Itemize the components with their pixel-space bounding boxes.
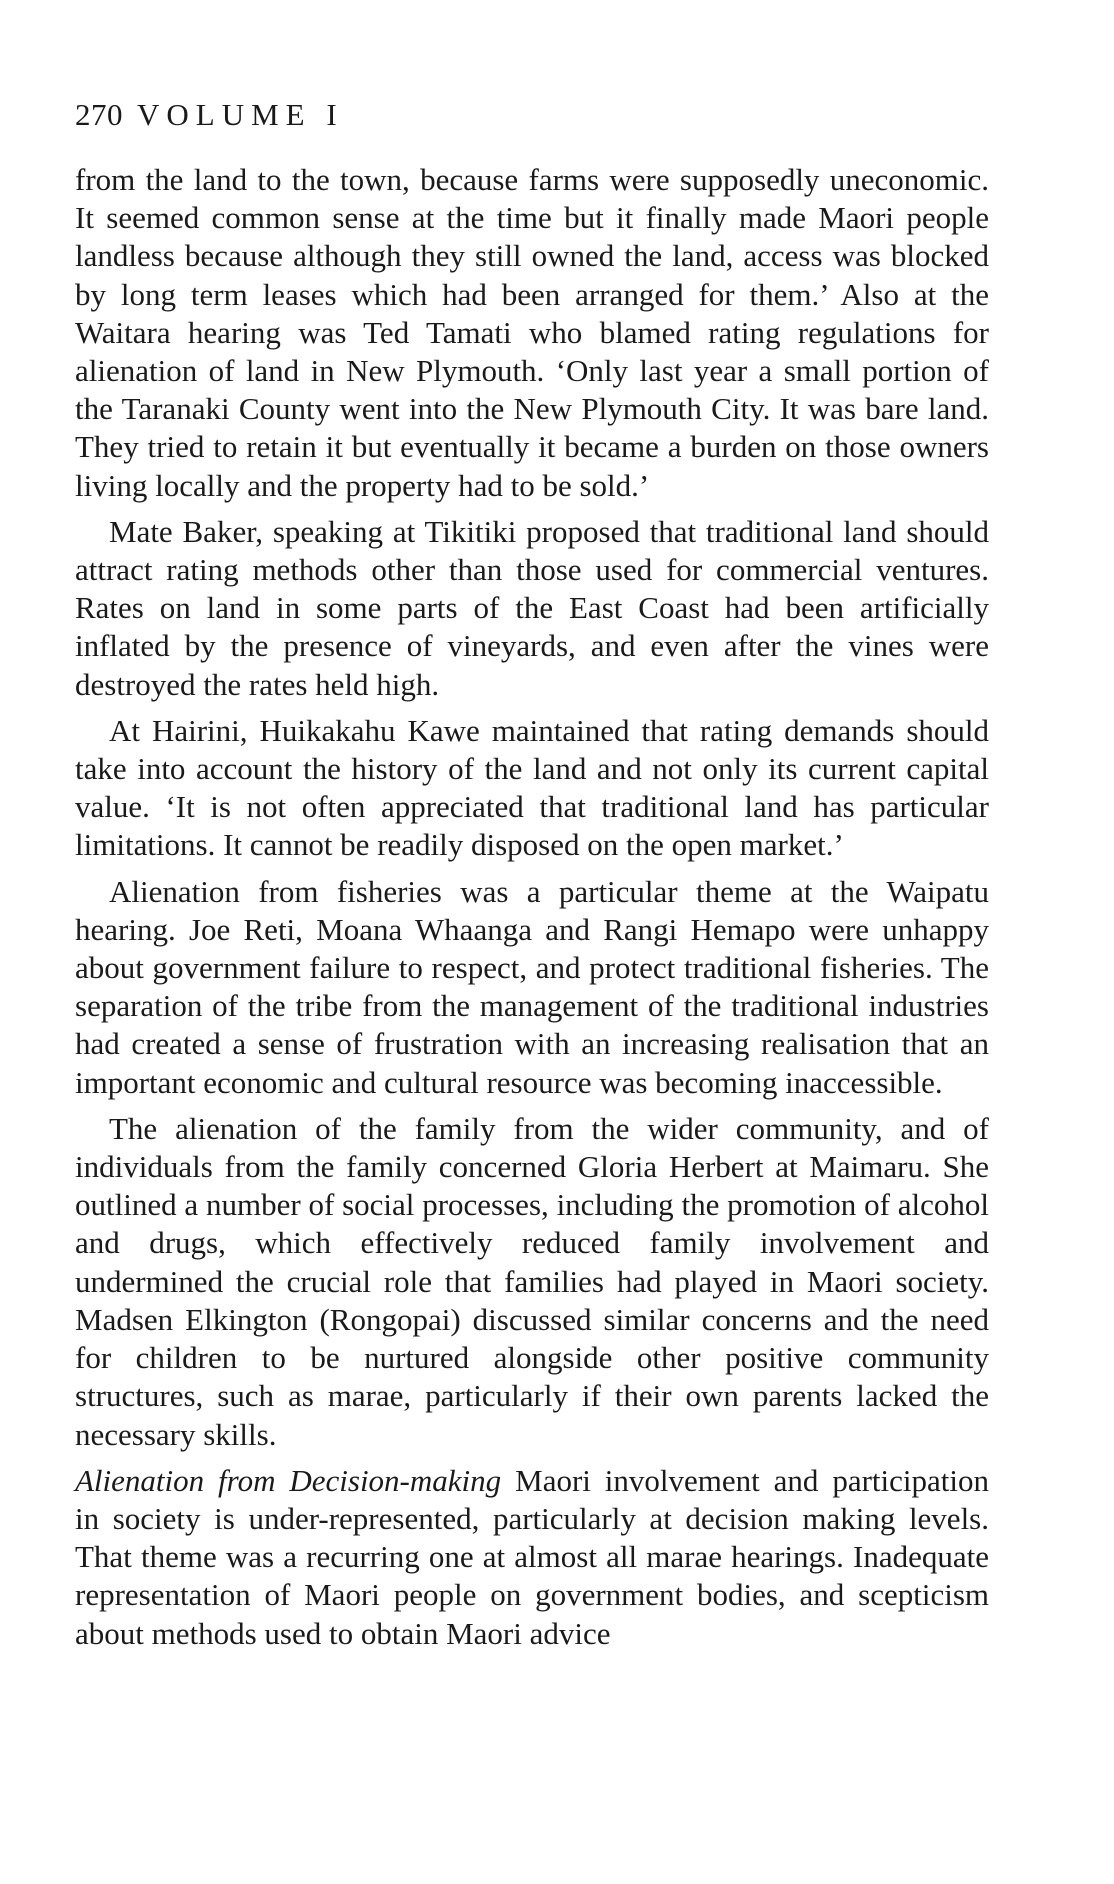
- page-number: 270: [75, 97, 123, 132]
- section-subheading: Alienation from Decision-making: [75, 1462, 502, 1498]
- book-page: [75, 96, 989, 1661]
- paragraph-decision-making: [75, 1462, 989, 1653]
- section-body-text: Maori involvement and participation in society is under-represented, particularly at decision making levels. That theme was a recurring one at almost all marae hearings. Inadequate representation of Maori people on government bodies, and scepticism about methods used to obtain Maori advice: [75, 1462, 989, 1651]
- volume-label: VOLUME I: [137, 97, 344, 132]
- paragraph-family-alienation: The alienation of the family from the wider community, and of individuals from the family concerned Gloria Herbert at Maimaru. She outlined a number of social processes, including the promotion of alcohol and drugs, which effectively reduced family involvement and undermined the crucial role that families had played in Maori society. Madsen Elkington (Rongopai) discussed similar concerns and the need for children to be nurtured alongside other positive community structures, such as marae, particularly if their own parents lacked the necessary skills.: [75, 1110, 989, 1452]
- paragraph-fisheries: Alienation from fisheries was a particular theme at the Waipatu hearing. Joe Reti, Moana Whaanga and Rangi Hemapo were unhappy about government failure to respect, and protect traditional fisheries. The separation of the tribe from the management of the traditional industries had created a sense of frustration with an increasing realisation that an important economic and cultural resource was becoming inaccessible.: [75, 873, 989, 1100]
- paragraph-continuation: from the land to the town, because farms were supposedly uneconomic. It seemed common sense at the time but it finally made Maori people landless because although they still owned the land, access was blocked by long term leases which had been arranged for them.’ Also at the Waitara hearing was Ted Tamati who blamed rating regulations for alienation of land in New Plymouth. ‘Only last year a small portion of the Taranaki County went into the New Plymouth City. It was bare land. They tried to retain it but eventually it became a burden on those owners living locally and the property had to be sold.’: [75, 162, 989, 503]
- running-head: [75, 96, 989, 134]
- paragraph-mate-baker: Mate Baker, speaking at Tikitiki proposed that traditional land should attract rating methods other than those used for commercial ventures. Rates on land in some parts of the East Coast had been artificially inflated by the presence of vineyards, and even after the vines were destroyed the rates held high.: [75, 513, 989, 702]
- paragraph-hairini: At Hairini, Huikakahu Kawe maintained that rating demands should take into account the history of the land and not only its current capital value. ‘It is not often appreciated that traditional land has particular limitations. It cannot be readily disposed on the open market.’: [75, 712, 989, 863]
